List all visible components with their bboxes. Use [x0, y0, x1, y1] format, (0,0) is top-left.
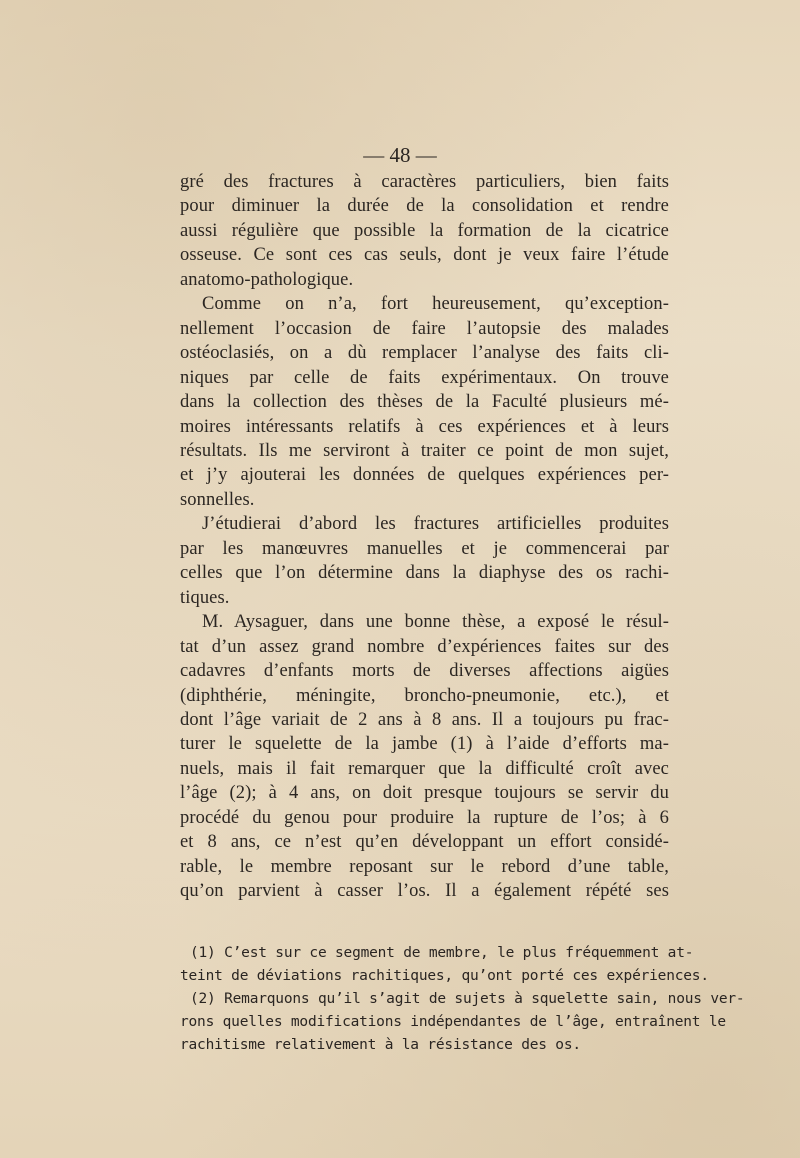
text-line: Comme on n’a, fort heureusement, qu’exception-: [202, 294, 669, 315]
body-text: [180, 170, 669, 904]
footnote-line: (2) Remarquons qu’il s’agit de sujets à squelette sain, nous ver-: [190, 991, 745, 1007]
text-line: nellement l’occasion de faire l’autopsie des malades: [180, 318, 669, 339]
text-line: l’âge (2); à 4 ans, on doit presque toujours se servir du: [180, 783, 669, 804]
text-line: (diphthérie, méningite, broncho-pneumonie, etc.), et: [180, 685, 669, 706]
text-line: dont l’âge variait de 2 ans à 8 ans. Il a toujours pu frac-: [180, 709, 669, 730]
text-line: niques par celle de faits expérimentaux. On trouve: [180, 367, 669, 388]
text-line: celles que l’on détermine dans la diaphyse des os rachi-: [180, 563, 669, 584]
footnote-line: (1) C’est sur ce segment de membre, le plus fréquemment at-: [190, 945, 694, 961]
text-line: qu’on parvient à casser l’os. Il a également répété ses: [180, 881, 669, 902]
text-line: tiques.: [180, 587, 230, 608]
text-line: M. Aysaguer, dans une bonne thèse, a exposé le résul-: [202, 612, 669, 633]
text-line: cadavres d’enfants morts de diverses affections aigües: [180, 661, 669, 682]
footnotes: [180, 942, 745, 1057]
footnote-line: rachitisme relativement à la résistance des os.: [180, 1037, 581, 1053]
text-line: turer le squelette de la jambe (1) à l’aide d’efforts ma-: [180, 734, 669, 755]
text-line: J’étudierai d’abord les fractures artificielles produites: [202, 514, 669, 535]
page-number-header: — 48 —: [363, 143, 437, 167]
footnote-line: rons quelles modifications indépendantes de l’âge, entraînent le: [180, 1014, 726, 1030]
text-line: et j’y ajouterai les données de quelques expériences per-: [180, 465, 669, 486]
text-line: et 8 ans, ce n’est qu’en développant un effort considé-: [180, 832, 669, 853]
text-line: anatomo-pathologique.: [180, 269, 354, 290]
text-line: rable, le membre reposant sur le rebord d’une table,: [180, 856, 669, 877]
text-line: sonnelles.: [180, 489, 255, 510]
footnote-line: teint de déviations rachitiques, qu’ont porté ces expériences.: [180, 968, 709, 984]
text-line: tat d’un assez grand nombre d’expériences faites sur des: [180, 636, 669, 657]
text-line: pour diminuer la durée de la consolidation et rendre: [180, 196, 669, 217]
text-line: par les manœuvres manuelles et je commencerai par: [180, 538, 669, 559]
text-line: dans la collection des thèses de la Faculté plusieurs mé-: [180, 392, 669, 413]
text-line: moires intéressants relatifs à ces expériences et à leurs: [180, 416, 669, 437]
text-line: aussi régulière que possible la formation de la cicatrice: [180, 220, 669, 241]
text-line: nuels, mais il fait remarquer que la difficulté croît avec: [180, 758, 669, 779]
text-line: procédé du genou pour produire la rupture de l’os; à 6: [180, 807, 669, 828]
text-line: résultats. Ils me serviront à traiter ce point de mon sujet,: [180, 440, 669, 461]
text-line: gré des fractures à caractères particuliers, bien faits: [180, 172, 669, 192]
text-line: ostéoclasiés, on a dù remplacer l’analyse des faits cli-: [180, 343, 669, 364]
text-line: osseuse. Ce sont ces cas seuls, dont je veux faire l’étude: [180, 245, 669, 266]
